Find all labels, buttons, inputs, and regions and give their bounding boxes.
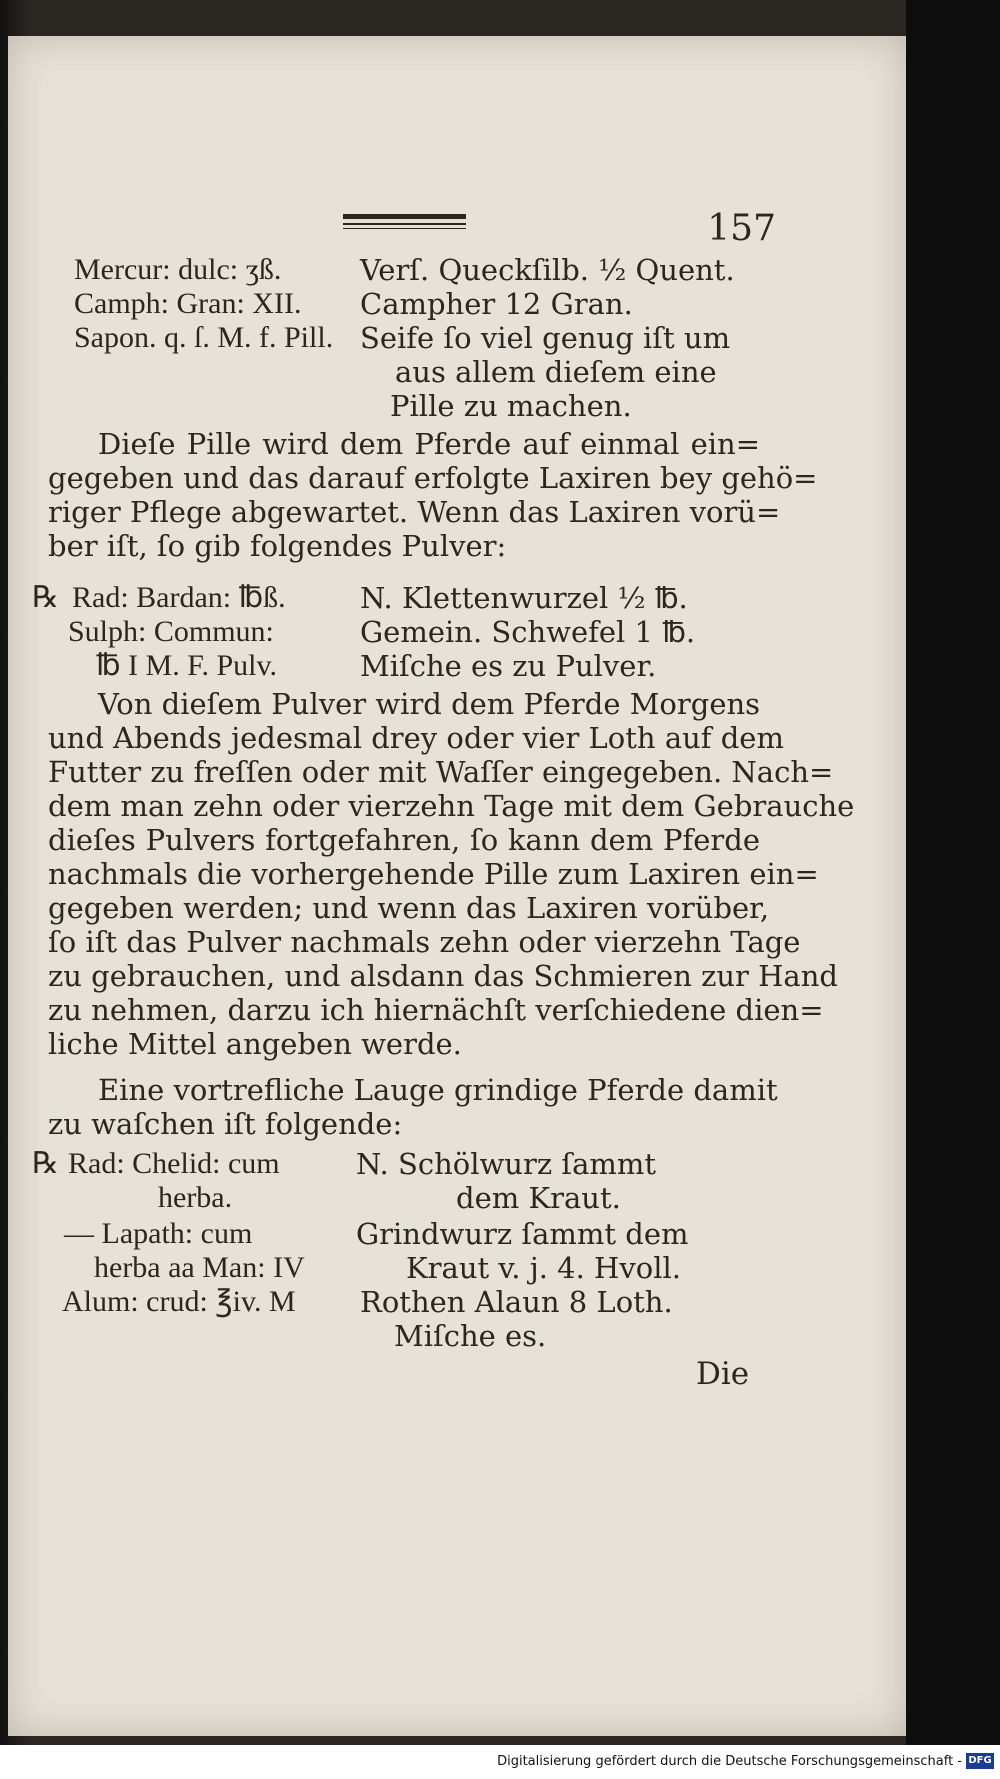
recipe-latin-line: Rad: Chelid: cum [68, 1147, 280, 1180]
text-line: Von dieſem Pulver wird dem Pferde Morgens [98, 687, 761, 721]
recipe-german-line: Kraut v. j. 4. Hvoll. [406, 1251, 681, 1285]
recipe-latin-line: — Lapath: cum [64, 1217, 253, 1250]
recipe-german-line: Gemein. Schwefel 1 ℔. [360, 615, 696, 649]
text-line: liche Mittel angeben werde. [48, 1027, 462, 1061]
text-line: zu waſchen iſt folgende: [48, 1107, 403, 1141]
recipe-german-line: Rothen Alaun 8 Loth. [360, 1285, 673, 1319]
text-line: dem man zehn oder vierzehn Tage mit dem Gebrauche [48, 789, 855, 823]
recipe-german-line: Campher 12 Gran. [360, 287, 633, 321]
digitization-footer [0, 1745, 1000, 1779]
book-page [8, 36, 906, 1736]
recipe-german-line: Seife ſo viel genug iſt um [360, 321, 731, 355]
recipe-mark: ℞ [32, 581, 59, 614]
catchword: Die [696, 1356, 750, 1392]
text-line: dieſes Pulvers fortgefahren, ſo kann dem Pferde [48, 823, 760, 857]
recipe-german-line: N. Schölwurz ſammt [356, 1147, 657, 1181]
funding-credit: Digitalisierung gefördert durch die Deutsche Forschungsgemeinschaft - [497, 1754, 962, 1769]
text-line: ber iſt, ſo gib folgendes Pulver: [48, 529, 507, 563]
page-number: 157 [707, 208, 776, 249]
text-line: ſo iſt das Pulver nachmals zehn oder vierzehn Tage [48, 925, 801, 959]
recipe-german-line: Grindwurz ſammt dem [356, 1217, 689, 1251]
recipe-german-line: Verſ. Queckſilb. ½ Quent. [360, 253, 735, 287]
dfg-logo: DFG [966, 1753, 994, 1769]
recipe-german-line: Miſche es zu Pulver. [360, 649, 657, 683]
recipe-german-line: Pille zu machen. [390, 389, 632, 423]
recipe-german-line: N. Klettenwurzel ½ ℔. [360, 581, 688, 615]
recipe-latin-line: Mercur: dulc: ʒß. [74, 253, 282, 286]
recipe-german-line: aus allem dieſem eine [395, 355, 717, 389]
text-line: gegeben werden; und wenn das Laxiren vorüber, [48, 891, 770, 925]
header-ornament-rule [343, 214, 466, 230]
recipe-latin-line: ℔ I M. F. Pulv. [96, 649, 278, 682]
recipe-latin-line: Sapon. q. ſ. M. f. Pill. [74, 321, 334, 354]
recipe-german-line: Miſche es. [394, 1319, 547, 1353]
recipe-latin-line: Camph: Gran: XII. [74, 287, 302, 320]
recipe-latin-line: Sulph: Commun: [68, 615, 274, 648]
text-line: nachmals die vorhergehende Pille zum Laxiren ein= [48, 857, 819, 891]
recipe-latin-line: Rad: Bardan: ℔ß. [72, 581, 286, 614]
recipe-latin-line: herba. [158, 1181, 233, 1214]
recipe-mark: ℞ [32, 1147, 59, 1180]
text-line: gegeben und das darauf erfolgte Laxiren bey gehö= [48, 461, 818, 495]
text-line: riger Pflege abgewartet. Wenn das Laxiren vorü= [48, 495, 781, 529]
recipe-latin-line: Alum: crud: ℥iv. M [62, 1285, 296, 1318]
recipe-german-line: dem Kraut. [456, 1181, 621, 1215]
scan-edge [906, 0, 1000, 1745]
text-line: Futter zu freſſen oder mit Waſſer eingegeben. Nach= [48, 755, 834, 789]
text-line: Dieſe Pille wird dem Pferde auf einmal ein= [98, 427, 760, 461]
recipe-latin-line: herba aa Man: IV [94, 1251, 305, 1284]
text-line: Eine vortrefliche Lauge grindige Pferde damit [98, 1073, 778, 1107]
text-line: zu gebrauchen, und alsdann das Schmieren zur Hand [48, 959, 838, 993]
text-line: und Abends jedesmal drey oder vier Loth auf dem [48, 721, 784, 755]
text-line: zu nehmen, darzu ich hiernächſt verſchiedene dien= [48, 993, 824, 1027]
